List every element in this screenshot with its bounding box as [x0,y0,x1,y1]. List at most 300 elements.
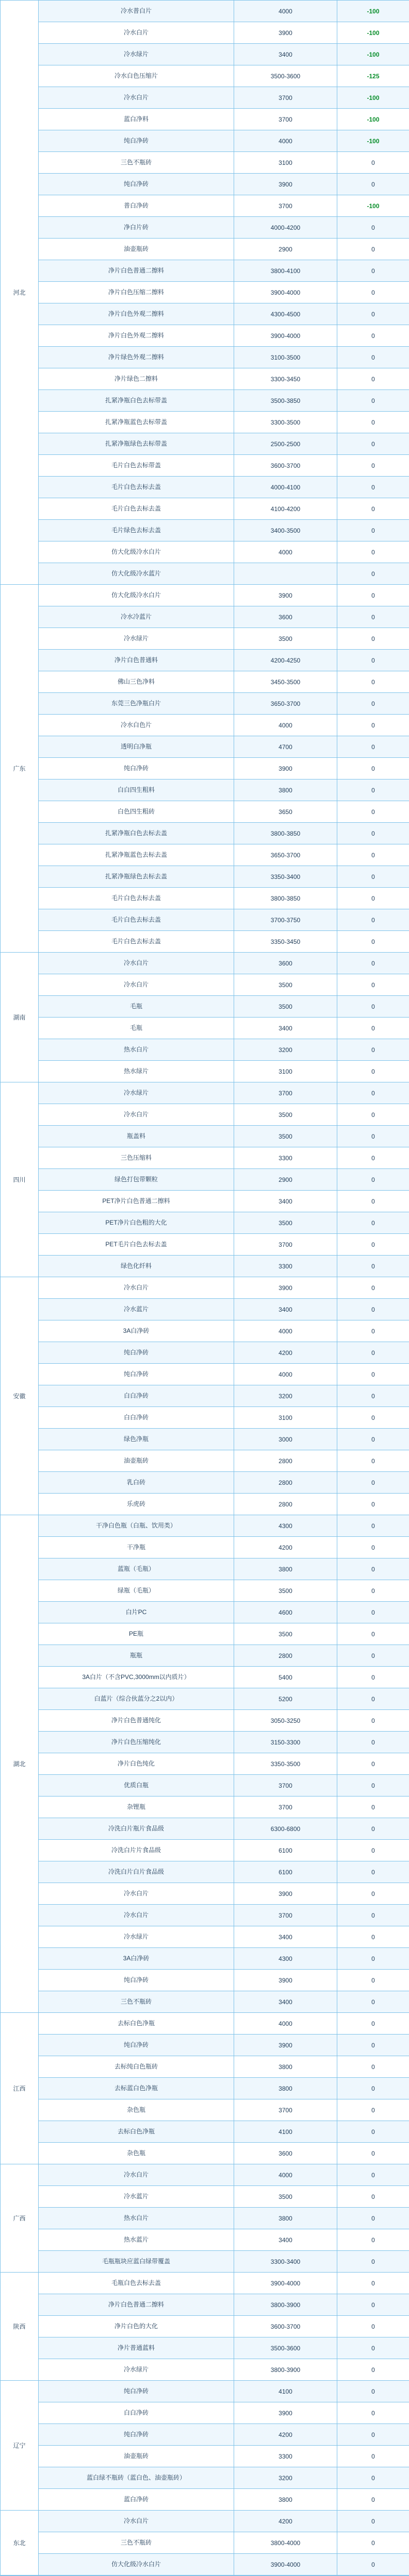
table-row [1,1342,409,1364]
price-cell: 3350-3500 [234,1753,337,1775]
table-row [1,455,409,477]
table-row [1,2402,409,2424]
table-row [1,671,409,693]
change-cell: 0 [337,1234,409,1256]
price-cell: 3900 [234,22,337,44]
table-row [1,628,409,650]
spec-cell: 净片普通蓝料 [39,2337,234,2359]
price-cell: 3800 [234,779,337,801]
change-cell: 0 [337,2186,409,2208]
table-row [1,1667,409,1688]
spec-cell: 纯白净砖 [39,2424,234,2446]
price-cell: 2800 [234,1494,337,1515]
spec-cell: 杂色瓶 [39,2143,234,2164]
spec-cell: 热水绿片 [39,1061,234,1082]
change-cell: 0 [337,2554,409,2575]
change-cell: 0 [337,390,409,412]
table-row [1,412,409,433]
table-row [1,1818,409,1840]
change-cell: 0 [337,2229,409,2251]
spec-cell: 毛片绿色去标去盖 [39,520,234,541]
spec-cell: 白白净砖 [39,2402,234,2424]
change-cell: 0 [337,650,409,671]
spec-cell: 瓶瓶 [39,1645,234,1667]
table-row [1,1580,409,1602]
spec-cell: PET毛片白色去标去盖 [39,1234,234,1256]
change-cell: 0 [337,693,409,715]
spec-cell: 毛瓶 [39,1018,234,1039]
spec-cell: 毛片白色去标去盖 [39,888,234,909]
change-cell: 0 [337,347,409,368]
spec-cell: 净片白色压缩纯化 [39,1732,234,1753]
change-cell: 0 [337,1645,409,1667]
table-row [1,2056,409,2078]
spec-cell: 白片PC [39,1602,234,1623]
price-cell: 4000 [234,715,337,736]
price-cell: 3400 [234,1991,337,2013]
change-cell: 0 [337,715,409,736]
price-cell: 3800 [234,2078,337,2099]
table-row [1,1883,409,1905]
spec-cell: 热水白片 [39,1039,234,1061]
price-cell: 3900 [234,585,337,606]
table-row [1,22,409,44]
price-cell: 4700 [234,736,337,758]
price-cell: 3400 [234,44,337,65]
change-cell: 0 [337,174,409,195]
change-cell: -125 [337,65,409,87]
price-cell: 4200-4250 [234,650,337,671]
change-cell: 0 [337,1905,409,1926]
table-row [1,1126,409,1147]
table-row [1,1797,409,1818]
price-cell: 3500 [234,1126,337,1147]
change-cell: 0 [337,282,409,303]
price-cell: 3500 [234,628,337,650]
table-row [1,1191,409,1212]
price-cell: 3100 [234,1061,337,1082]
table-row [1,2013,409,2035]
change-cell: 0 [337,1991,409,2013]
price-cell: 4000 [234,130,337,152]
table-row [1,1320,409,1342]
spec-cell: 仿大化级冷水白片 [39,2554,234,2575]
price-cell: 3900 [234,1883,337,1905]
price-cell: 3100 [234,1407,337,1429]
price-cell: 3200 [234,2467,337,2489]
spec-cell: 普白净砖 [39,195,234,217]
table-row [1,1385,409,1407]
change-cell: 0 [337,2467,409,2489]
price-cell: 3900-4000 [234,325,337,347]
spec-cell: PE瓶 [39,1623,234,1645]
price-cell: 3900-4000 [234,2554,337,2575]
price-cell: 4100 [234,2121,337,2143]
change-cell: 0 [337,1385,409,1407]
price-cell: 3900-4000 [234,282,337,303]
table-row [1,1602,409,1623]
change-cell: 0 [337,498,409,520]
price-cell: 3150-3300 [234,1732,337,1753]
table-row [1,1515,409,1537]
table-row [1,888,409,909]
change-cell: 0 [337,2273,409,2294]
table-row [1,1926,409,1948]
spec-cell: 去标白色净瓶 [39,2013,234,2035]
price-cell: 4000-4100 [234,477,337,498]
change-cell: 0 [337,1018,409,1039]
price-cell: 3100-3500 [234,347,337,368]
spec-cell: 干净白色瓶（白瓶、饮用类） [39,1515,234,1537]
spec-cell: 毛瓶 [39,996,234,1018]
spec-cell: 优质白瓶 [39,1775,234,1797]
table-row [1,390,409,412]
table-row [1,715,409,736]
spec-cell: 乳白砖 [39,1472,234,1494]
price-cell: 3050-3250 [234,1710,337,1732]
table-row [1,260,409,282]
price-cell: 6100 [234,1840,337,1861]
price-cell: 3500-3850 [234,390,337,412]
table-row [1,585,409,606]
table-row [1,433,409,455]
spec-cell: 绿瓶（毛瓶） [39,1580,234,1602]
table-row [1,1623,409,1645]
spec-cell: 冷水白片 [39,974,234,996]
table-row [1,1169,409,1191]
table-row [1,2251,409,2273]
region-cell: 东北 [1,2511,39,2575]
price-cell: 3700 [234,87,337,109]
price-cell: 3350-3400 [234,866,337,888]
change-cell: 0 [337,2056,409,2078]
change-cell: -100 [337,130,409,152]
spec-cell: 蓝瓶（毛瓶） [39,1558,234,1580]
price-cell: 3100 [234,152,337,174]
table-row [1,87,409,109]
change-cell: 0 [337,1147,409,1169]
table-row [1,152,409,174]
spec-cell: 白白四生粗料 [39,779,234,801]
spec-cell: 纯白净砖 [39,174,234,195]
change-cell: 0 [337,606,409,628]
region-cell: 湖南 [1,953,39,1082]
table-row [1,1104,409,1126]
table-row [1,1991,409,2013]
spec-cell: 冷水白片 [39,22,234,44]
change-cell: 0 [337,1688,409,1710]
region-cell: 湖北 [1,1515,39,2013]
change-cell: 0 [337,2424,409,2446]
price-cell: 3650-3700 [234,844,337,866]
price-cell: 4000 [234,1320,337,1342]
region-cell: 陕西 [1,2273,39,2381]
price-cell: 4000 [234,541,337,563]
price-cell: 4200 [234,1342,337,1364]
spec-cell: 扎紧净瓶绿色去标带盖 [39,433,234,455]
price-cell: 3800 [234,2208,337,2229]
table-row [1,541,409,563]
price-cell: 2900 [234,1169,337,1191]
change-cell: 0 [337,1212,409,1234]
table-row [1,693,409,715]
change-cell: 0 [337,325,409,347]
change-cell: 0 [337,477,409,498]
change-cell: 0 [337,563,409,585]
change-cell: 0 [337,2489,409,2511]
price-cell: 4200 [234,2424,337,2446]
price-cell: 3400 [234,1191,337,1212]
spec-cell: 透明白净瓶 [39,736,234,758]
change-cell: 0 [337,1580,409,1602]
price-cell: 3600 [234,2143,337,2164]
table-row [1,1,409,22]
change-cell: 0 [337,1710,409,1732]
spec-cell: 东莞三色净瓶白片 [39,693,234,715]
table-row [1,1234,409,1256]
table-row [1,736,409,758]
table-row [1,931,409,953]
price-cell: 3700 [234,1082,337,1104]
change-cell: 0 [337,1623,409,1645]
change-cell: 0 [337,2511,409,2532]
change-cell: 0 [337,1558,409,1580]
change-cell: 0 [337,1342,409,1364]
table-row [1,844,409,866]
price-cell: 5200 [234,1688,337,1710]
spec-cell: 仿大化级冷水白片 [39,585,234,606]
change-cell: 0 [337,1948,409,1970]
change-cell: -100 [337,1,409,22]
spec-cell: 净片白色普通料 [39,650,234,671]
change-cell: 0 [337,1753,409,1775]
spec-cell: 3A白片（不含PVC,3000mm以内质片） [39,1667,234,1688]
price-cell: 3700 [234,195,337,217]
price-cell: 3500-3600 [234,65,337,87]
price-cell: 3500 [234,974,337,996]
change-cell: 0 [337,2337,409,2359]
change-cell: 0 [337,1472,409,1494]
table-row [1,2446,409,2467]
spec-cell: 蓝白净料 [39,109,234,130]
change-cell: 0 [337,628,409,650]
table-row [1,1948,409,1970]
change-cell: 0 [337,303,409,325]
change-cell: 0 [337,2294,409,2316]
price-cell: 3900 [234,174,337,195]
change-cell: 0 [337,1818,409,1840]
price-cell: 3800 [234,2056,337,2078]
table-row [1,1775,409,1797]
table-row [1,2316,409,2337]
change-cell: 0 [337,1494,409,1515]
table-row [1,909,409,931]
spec-cell: 仿大化级冷水白片 [39,541,234,563]
change-cell: 0 [337,1320,409,1342]
spec-cell: 去标蓝白色净瓶 [39,2078,234,2099]
table-row [1,195,409,217]
price-cell: 3400-3500 [234,520,337,541]
change-cell: -100 [337,87,409,109]
spec-cell: 瓶盖料 [39,1126,234,1147]
price-cell: 3800-4000 [234,2532,337,2554]
price-cell: 3600-3700 [234,2316,337,2337]
region-cell: 广东 [1,585,39,953]
change-cell: 0 [337,866,409,888]
table-row [1,1061,409,1082]
table-row [1,477,409,498]
table-row [1,1494,409,1515]
table-row [1,1299,409,1320]
spec-cell: 三色不瓶砖 [39,1991,234,2013]
change-cell: 0 [337,2035,409,2056]
price-cell: 3000 [234,1429,337,1450]
spec-cell: 纯白净砖 [39,130,234,152]
price-cell: 4100 [234,2381,337,2402]
spec-cell: 冷水白色压缩片 [39,65,234,87]
table-row [1,1861,409,1883]
price-cell: 3900 [234,2035,337,2056]
spec-cell: 纯白净砖 [39,2035,234,2056]
table-row [1,44,409,65]
price-cell: 3500 [234,2186,337,2208]
change-cell: 0 [337,1169,409,1191]
price-cell: 3700-3750 [234,909,337,931]
table-row [1,2143,409,2164]
price-cell: 3500 [234,996,337,1018]
price-cell: 4000 [234,1,337,22]
price-cell: 3900 [234,1277,337,1299]
spec-cell: 净片白色普通二擦料 [39,260,234,282]
price-cell: 3900 [234,1970,337,1991]
price-cell: 4300-4500 [234,303,337,325]
table-row [1,325,409,347]
price-cell: 3700 [234,2099,337,2121]
spec-cell: 三色不瓶砖 [39,2532,234,2554]
spec-cell: 冷水白片 [39,87,234,109]
spec-cell: 扎紧净瓶白色去标去盖 [39,823,234,844]
spec-cell: 冷水蓝片 [39,2186,234,2208]
change-cell: 0 [337,2121,409,2143]
price-cell: 3600 [234,953,337,974]
table-row [1,1277,409,1299]
change-cell: 0 [337,1732,409,1753]
table-row [1,2229,409,2251]
change-cell: 0 [337,1061,409,1082]
spec-cell: 三色不瓶砖 [39,152,234,174]
change-cell: 0 [337,152,409,174]
table-row [1,2121,409,2143]
price-cell: 3400 [234,1926,337,1948]
change-cell: 0 [337,1537,409,1558]
change-cell: 0 [337,1126,409,1147]
change-cell: 0 [337,412,409,433]
price-cell: 3700 [234,1797,337,1818]
spec-cell: 纯白净砖 [39,2381,234,2402]
change-cell: 0 [337,1191,409,1212]
spec-cell: 蓝白净砖 [39,2489,234,2511]
spec-cell: 冷水白色片 [39,715,234,736]
table-row [1,1364,409,1385]
table-row [1,498,409,520]
change-cell: -100 [337,109,409,130]
change-cell: 0 [337,736,409,758]
price-cell: 6100 [234,1861,337,1883]
price-cell: 4300 [234,1515,337,1537]
spec-cell: 白白净砖 [39,1407,234,1429]
spec-cell: 冷水绿片 [39,2359,234,2381]
price-cell: 3300 [234,2446,337,2467]
spec-cell: 纯白净砖 [39,758,234,779]
table-row [1,2078,409,2099]
region-cell: 江西 [1,2013,39,2164]
change-cell: 0 [337,1883,409,1905]
table-row [1,2489,409,2511]
price-cell: 3500 [234,1623,337,1645]
spec-cell: 毛片白色去标去盖 [39,931,234,953]
spec-cell: 绿色净瓶 [39,1429,234,1450]
price-cell: 3300-3450 [234,368,337,390]
spec-cell: 毛片白色去标去盖 [39,477,234,498]
change-cell: 0 [337,2316,409,2337]
table-row [1,1082,409,1104]
table-row [1,1732,409,1753]
table-row [1,174,409,195]
change-cell: 0 [337,1450,409,1472]
spec-cell: 冷水冷蓝片 [39,606,234,628]
change-cell: 0 [337,2164,409,2186]
change-cell: 0 [337,1840,409,1861]
spec-cell: 油壶瓶砖 [39,239,234,260]
spec-cell: 冷水白片 [39,1905,234,1926]
price-cell: 3400 [234,1018,337,1039]
price-cell: 3350-3450 [234,931,337,953]
table-row [1,1970,409,1991]
price-cell: 4100-4200 [234,498,337,520]
spec-cell: 冷水白片 [39,1104,234,1126]
change-cell: -100 [337,195,409,217]
spec-cell: PET净片白色普通二擦料 [39,1191,234,1212]
table-row [1,1688,409,1710]
price-cell: 3700 [234,1234,337,1256]
spec-cell: 油壶瓶砖 [39,2446,234,2467]
price-cell: 4000 [234,2164,337,2186]
price-cell: 3800-3850 [234,888,337,909]
spec-cell: 纯白净砖 [39,1970,234,1991]
spec-cell: 冷水绿片 [39,628,234,650]
table-row [1,2467,409,2489]
table-row [1,2554,409,2575]
table-row [1,1039,409,1061]
price-cell: 3500 [234,1580,337,1602]
spec-cell: 去标白色净瓶 [39,2121,234,2143]
price-cell: 3700 [234,109,337,130]
spec-cell: 冷水白片 [39,2511,234,2532]
table-row [1,239,409,260]
table-row [1,1212,409,1234]
table-row [1,520,409,541]
price-cell: 2800 [234,1645,337,1667]
change-cell: 0 [337,1602,409,1623]
price-cell: 3200 [234,1039,337,1061]
region-cell: 广西 [1,2164,39,2273]
spec-cell: 毛片白色去标带盖 [39,455,234,477]
spec-cell: 净片绿色二擦料 [39,368,234,390]
price-cell: 3400 [234,2229,337,2251]
spec-cell: 净片白色普通二擦料 [39,2294,234,2316]
spec-cell: 佛山三色净料 [39,671,234,693]
table-row [1,2208,409,2229]
